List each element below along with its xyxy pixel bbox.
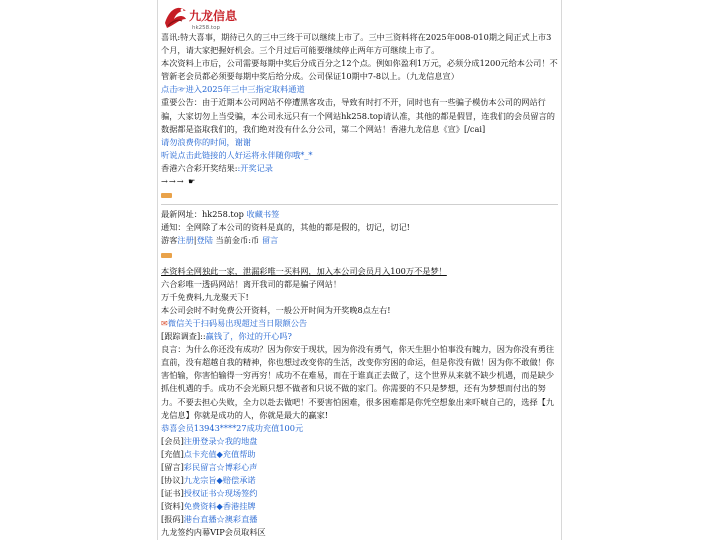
notice-link-2[interactable]: 听说点击此链接的人好运将永伴随你哦*_*: [161, 149, 313, 160]
menu-link[interactable]: 彩民留言: [183, 462, 217, 472]
login-link[interactable]: 登陆: [196, 235, 213, 246]
survey-label: [跟踪调查]::: [161, 331, 206, 342]
menu-tag: [会员]: [161, 435, 184, 446]
intro-paragraph-2: 本次资料上市后，公司需要每期中奖后分成百分之12个点。例如你盈利1万元，必须分成1200元给本公司！不管新老会员都必须要每期中奖后给分成。公司保证10期中7-8以上。（九龙信息宣）: [161, 58, 558, 82]
main-column: [157, 0, 562, 540]
menu-row: [161, 487, 558, 500]
menu-link[interactable]: 赔偿承诺: [222, 475, 256, 486]
divider: [161, 204, 558, 205]
menu-row: [161, 461, 558, 474]
menu-link[interactable]: 香港挂牌: [222, 501, 256, 512]
menu-tag: [留言]: [161, 462, 184, 472]
bookmark-link[interactable]: 收藏书签: [246, 209, 280, 220]
latest-url-label: 最新网址：: [161, 209, 202, 220]
guestbook-link[interactable]: 留言: [261, 235, 279, 246]
recharge-congrats: 恭喜会员13943****27成功充值100元: [161, 422, 304, 433]
logo-domain: hk258.top: [192, 24, 220, 31]
menu-tag: [充值]: [161, 448, 184, 459]
member-menu: [161, 435, 558, 527]
menu-separator-icon: ☆: [216, 488, 225, 499]
link-separator: |: [193, 235, 197, 246]
register-link[interactable]: 注册: [177, 235, 194, 246]
pointer-arrows: →→→ ☛: [161, 176, 197, 187]
menu-link[interactable]: 澳彩直播: [224, 514, 258, 525]
menu-link[interactable]: 我的地盘: [224, 435, 258, 446]
promo-line-2: 六合彩唯一透码网站！离开我司的都是骗子网站！: [161, 278, 342, 289]
menu-link[interactable]: 充值帮助: [222, 448, 256, 459]
intro-paragraph-1: 喜讯:特大喜事，期待已久的三中三终于可以继续上市了。三中三资料将在2025年008-010期之间正式上市3个月，请大家把握好机会。三个月过后可能要继续停止两年方可继续上市了。: [161, 32, 552, 56]
menu-separator-icon: ☆: [216, 435, 225, 446]
menu-separator-icon: ☆: [216, 514, 225, 525]
lottery-label: 香港六合彩开奖结果:: [161, 162, 238, 173]
site-url: hk258.top: [201, 209, 244, 220]
coin-balance: 当前金币:币: [212, 235, 262, 246]
wechat-notice-link[interactable]: 微信关于扫码易出现超过当日限额公告: [167, 317, 308, 328]
promo-line-3: 万千免费料,九龙聚天下!: [161, 291, 249, 302]
logo-brand: 九龙信息: [189, 8, 238, 23]
latest-url-line: [161, 208, 558, 221]
menu-separator-icon: ◆: [216, 448, 223, 459]
menu-link[interactable]: 注册登录: [183, 435, 217, 446]
menu-row: [161, 474, 558, 487]
menu-tag: [证书]: [161, 488, 184, 499]
lottery-result-line: [161, 162, 558, 175]
menu-separator-icon: ◆: [216, 501, 223, 512]
advice-paragraph: 良言：为什么你还没有成功？因为你安于现状，因为你没有勇气，你天生胆小怕事没有魄力，因为你没有勇往直前，没有超越自我的精神，你也想过改变你的生活，改变你穷困的命运，但是你没有做！因为你不敢做！你害怕输，你害怕输得一穷再穷！成功不在难易，而在于谁真正去做了，这个世界从来就不缺少机遇，而是缺少抓住机遇的手。成功不会光顾只想不做者和只说不做的家门。你需要的不只是梦想，还有为梦想而付出的努力。不要去担心失败，全力以赴去做吧！不要害怕困难，很多困难都是你凭空想象出来吓唬自己的，选择【九龙信息】你就是成功的人，你就是最大的赢家!: [161, 344, 555, 420]
sanzhongsan-channel-link[interactable]: 点击☞进入2025年三中三指定取料通道: [161, 84, 305, 95]
lottery-history-link[interactable]: :开奖记录: [237, 162, 273, 173]
survey-line: [161, 330, 558, 343]
guest-label: 游客: [161, 235, 178, 246]
menu-separator-icon: ◆: [216, 475, 223, 486]
survey-link[interactable]: 赢钱了，你过的开心吗?: [205, 331, 292, 342]
menu-tag: [协议]: [161, 475, 184, 486]
divider-tag-icon: [161, 253, 172, 258]
menu-link[interactable]: 点卡充值: [183, 448, 217, 459]
menu-link[interactable]: 免费资料: [183, 501, 217, 512]
guest-line: [161, 234, 558, 247]
notice-link-1[interactable]: 请勿浪费你的时间，谢谢: [161, 136, 252, 147]
divider-tag-icon: [161, 193, 172, 198]
megaphone-icon: ✉: [161, 317, 168, 328]
menu-row: [161, 513, 558, 526]
menu-link[interactable]: 港台直播: [183, 514, 217, 525]
menu-row: [161, 448, 558, 461]
promo-line-4: 本公司会时不时免费公开资料，一般公开时间为开奖晚8点左右!: [161, 304, 391, 315]
menu-link[interactable]: 授权证书: [183, 488, 217, 499]
dragon-logo-icon: [162, 1, 244, 31]
menu-row: [161, 435, 558, 448]
menu-tag: [资料]: [161, 501, 184, 512]
menu-link[interactable]: 九龙宗旨: [183, 475, 217, 486]
menu-tag: [报码]: [161, 514, 184, 525]
important-notice: 重要公告：由于近期本公司网站不停遭黑客攻击，导致有时打不开，同时也有一些骗子模仿本公司的网站行骗，大家切勿上当受骗，本公司永远只有一个网站hk258.top请认准，其他的都是假冒，连我们的会员留言的数据都是盗取我们的，我们绝对没有什么分公司，第二个网站！香港九龙信息《宣》[/cai]: [161, 97, 555, 134]
menu-row: [161, 500, 558, 513]
menu-link[interactable]: 现场签约: [224, 488, 258, 499]
menu-separator-icon: ☆: [216, 462, 225, 472]
site-logo[interactable]: [162, 0, 558, 31]
menu-link[interactable]: 博彩心声: [224, 462, 258, 472]
promo-line-1: 本资料全网独此一家，泄漏彩唯一买料网，加入本公司会员月入100万不是梦！: [161, 265, 447, 276]
site-notice: 通知：全网除了本公司的资料是真的，其他的都是假的，切记，切记!: [161, 222, 410, 233]
vip-area-footer: 九龙签约内幕VIP会员取料区: [161, 527, 266, 538]
